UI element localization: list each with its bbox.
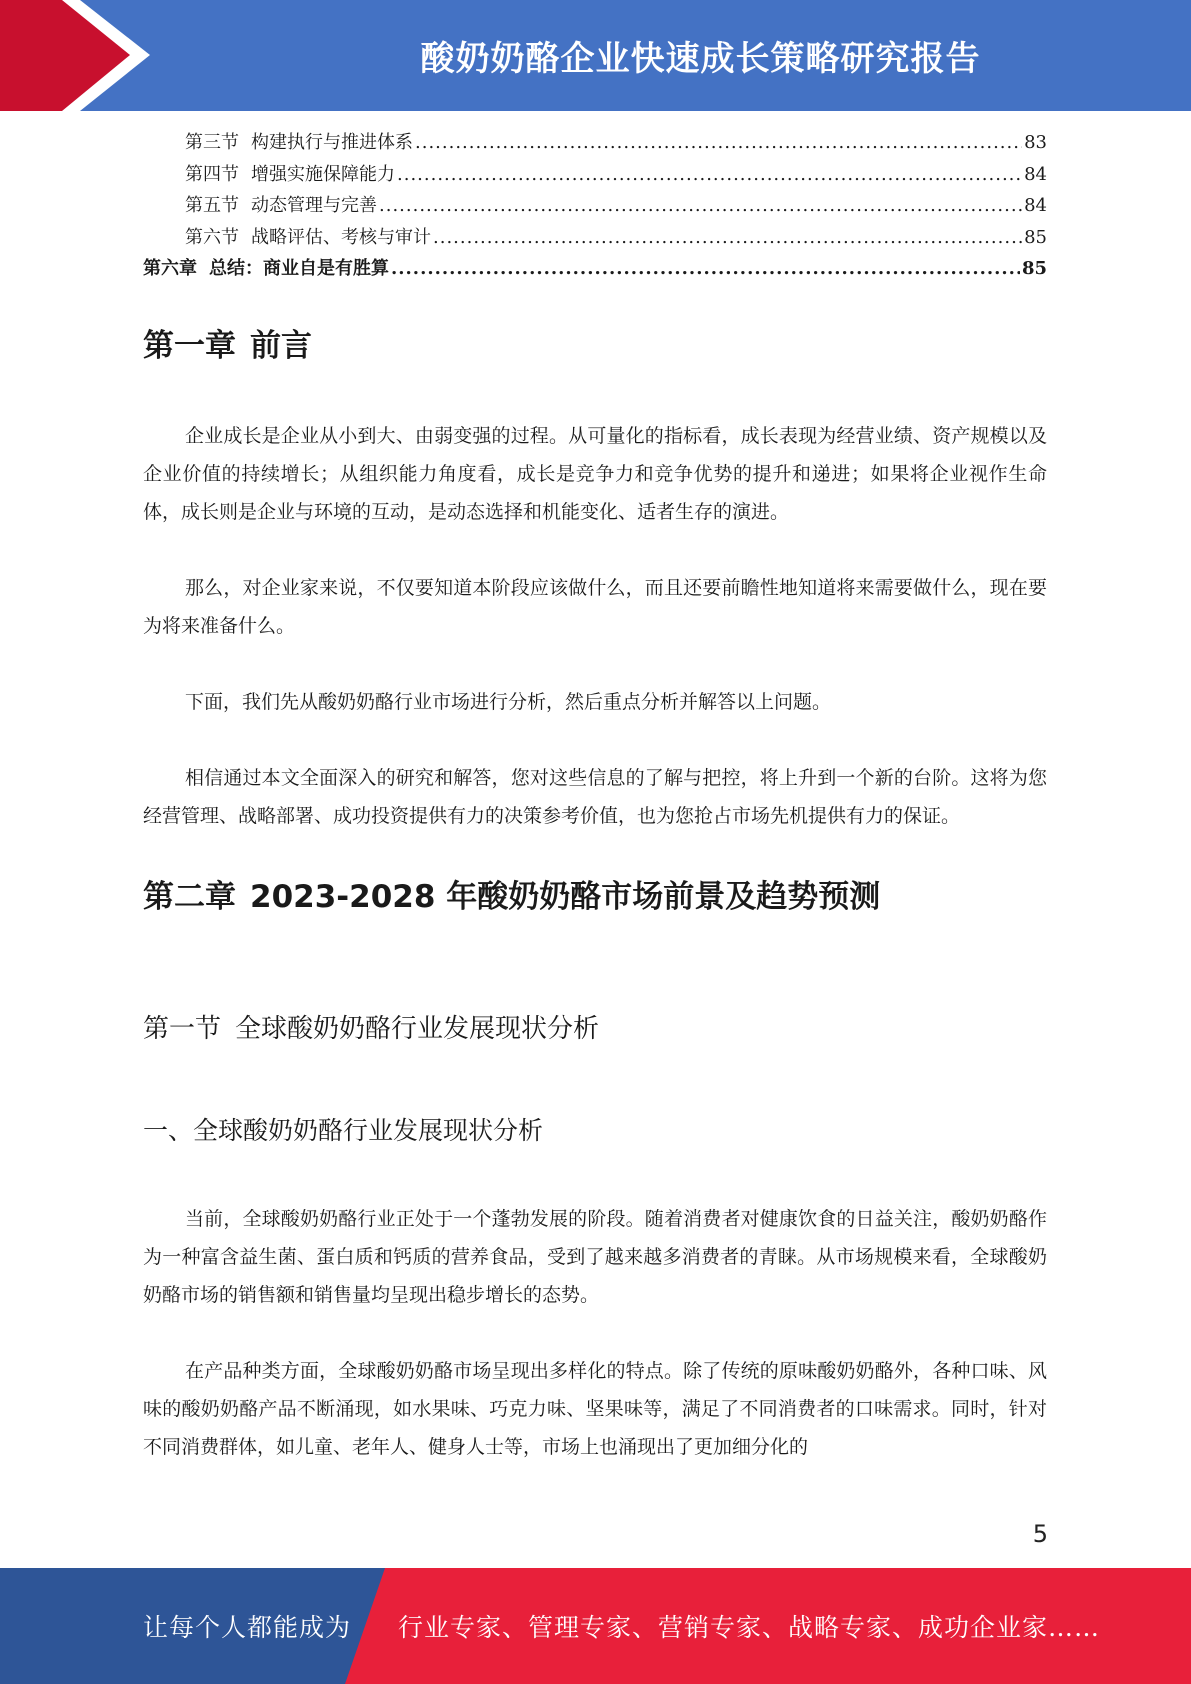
toc-entry-label: 第六节 [185, 226, 239, 248]
toc-entry-page: 84 [1024, 195, 1047, 216]
footer-slogan-right: 行业专家、管理专家、营销专家、战略专家、成功企业家…… [398, 1613, 1101, 1642]
body-paragraph: 下面，我们先从酸奶奶酪行业市场进行分析，然后重点分析并解答以上问题。 [185, 691, 832, 714]
chapter-label: 第二章 [143, 879, 236, 916]
toc-entry[interactable] [143, 128, 1047, 160]
subsection-heading: 一、全球酸奶奶酪行业发展现状分析 [143, 1115, 544, 1145]
toc-entry[interactable] [143, 223, 1047, 255]
table-of-contents [143, 128, 1047, 286]
toc-entry-title: 动态管理与完善 [251, 195, 377, 216]
section-label: 第一节 [143, 1014, 222, 1045]
toc-entry-title: 总结：商业自是有胜算 [209, 258, 389, 279]
toc-dot-leader [415, 132, 1022, 153]
section-title: 全球酸奶奶酪行业发展现状分析 [235, 1014, 600, 1045]
toc-dot-leader [433, 227, 1022, 248]
section-heading [143, 1014, 1047, 1045]
toc-entry-page: 85 [1021, 258, 1047, 279]
body-paragraph: 企业成长是企业从小到大、由弱变强的过程。从可量化的指标看，成长表现为经营业绩、资产规模以及企业价值的持续增长；从组织能力角度看，成长是竞争力和竞争优势的提升和递进；如果将企业视作生命体，成长则是企业与环境的互动，是动态选择和机能变化、适者生存的演进。 [143, 425, 1047, 524]
toc-entry-label: 第六章 [143, 258, 197, 279]
page-number: 5 [1032, 1520, 1048, 1548]
toc-entry-title: 构建执行与推进体系 [251, 132, 413, 153]
toc-dot-leader [397, 164, 1022, 185]
chapter-title: 2023-2028 年酸奶奶酪市场前景及趋势预测 [250, 879, 881, 916]
chapter-title: 前言 [250, 328, 312, 364]
toc-dot-leader [391, 258, 1020, 279]
toc-entry-label: 第四节 [185, 163, 239, 185]
body-paragraph: 相信通过本文全面深入的研究和解答，您对这些信息的了解与把控，将上升到一个新的台阶。这将为您经营管理、战略部署、成功投资提供有力的决策参考价值，也为您抢占市场先机提供有力的保证。 [143, 767, 1047, 828]
chapter-label: 第一章 [143, 328, 236, 364]
page-header [0, 0, 1191, 111]
toc-entry[interactable] [143, 191, 1047, 223]
footer-slogan-left: 让每个人都能成为 [143, 1613, 352, 1642]
body-paragraph: 那么，对企业家来说，不仅要知道本阶段应该做什么，而且还要前瞻性地知道将来需要做什么，现在要为将来准备什么。 [143, 577, 1047, 638]
toc-chapter-entry[interactable] [143, 254, 1047, 286]
page-footer [0, 1568, 1191, 1684]
toc-entry-page: 83 [1024, 132, 1047, 153]
toc-entry-title: 战略评估、考核与审计 [251, 226, 431, 248]
header-chevron-decoration [0, 0, 160, 111]
toc-entry-page: 85 [1024, 226, 1047, 248]
toc-entry[interactable] [143, 160, 1047, 192]
report-title: 酸奶奶酪企业快速成长策略研究报告 [420, 39, 981, 79]
toc-entry-label: 第三节 [185, 132, 239, 153]
chapter-heading [143, 328, 1047, 365]
main-content [143, 320, 1047, 1466]
toc-entry-page: 84 [1024, 163, 1047, 185]
toc-entry-title: 增强实施保障能力 [251, 163, 395, 185]
toc-entry-label: 第五节 [185, 195, 239, 216]
body-paragraph: 当前，全球酸奶奶酪行业正处于一个蓬勃发展的阶段。随着消费者对健康饮食的日益关注，酸奶奶酪作为一种富含益生菌、蛋白质和钙质的营养食品，受到了越来越多消费者的青睐。从市场规模来看，全球酸奶奶酪市场的销售额和销售量均呈现出稳步增长的态势。 [143, 1207, 1047, 1306]
chapter-heading [143, 879, 1047, 916]
toc-dot-leader [379, 195, 1022, 216]
body-paragraph: 在产品种类方面，全球酸奶奶酪市场呈现出多样化的特点。除了传统的原味酸奶奶酪外，各种口味、风味的酸奶奶酪产品不断涌现，如水果味、巧克力味、坚果味等，满足了不同消费者的口味需求。同时，针对不同消费群体，如儿童、老年人、健身人士等，市场上也涌现出了更加细分化的 [143, 1359, 1047, 1458]
